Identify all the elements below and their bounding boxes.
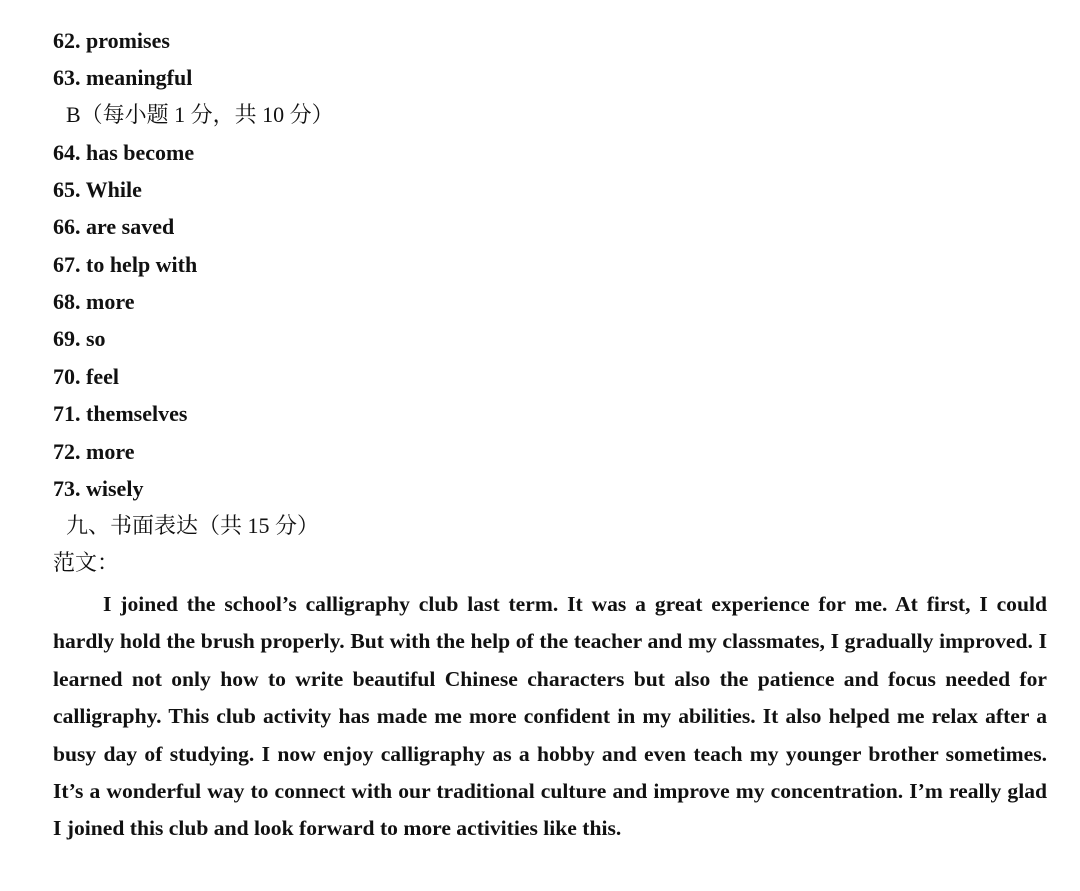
sample-essay-label: 范文： bbox=[53, 550, 120, 575]
answer-number: 67. bbox=[53, 252, 81, 277]
answer-62 bbox=[53, 27, 170, 55]
answer-text: has become bbox=[86, 140, 195, 165]
answer-71 bbox=[53, 400, 187, 428]
answer-text: feel bbox=[86, 364, 119, 389]
answer-number: 68. bbox=[53, 289, 81, 314]
answer-number: 66. bbox=[53, 214, 81, 239]
answer-number: 71. bbox=[53, 401, 81, 426]
answer-number: 73. bbox=[53, 476, 81, 501]
answer-66 bbox=[53, 213, 174, 241]
answer-73 bbox=[53, 475, 143, 503]
answer-number: 69. bbox=[53, 326, 81, 351]
answer-number: 65. bbox=[53, 177, 81, 202]
section-9-heading: 九、书面表达（共 15 分） bbox=[66, 513, 320, 538]
sample-essay: I joined the school’s calligraphy club last term. It was a great experience for me. At first, I could hardly hold the brush properly. But with the help of the teacher and my classmates, I gradually improved. I learned not only how to write beautiful Chinese characters but also the patience and focus needed for calligraphy. This club activity has made me more confident in my abilities. It also helped me relax after a busy day of studying. I now enjoy calligraphy as a hobby and even teach my younger brother sometimes. It’s a wonderful way to connect with our traditional culture and improve my concentration. I’m really glad I joined this club and look forward to more activities like this. bbox=[53, 592, 1047, 841]
answer-number: 70. bbox=[53, 364, 81, 389]
answer-text: so bbox=[86, 326, 106, 351]
answer-number: 62. bbox=[53, 28, 81, 53]
answer-number: 64. bbox=[53, 140, 81, 165]
answer-number: 72. bbox=[53, 439, 81, 464]
answer-68 bbox=[53, 288, 134, 316]
answer-text: more bbox=[86, 439, 135, 464]
answer-text: meaningful bbox=[86, 65, 193, 90]
answer-72 bbox=[53, 438, 134, 466]
answer-63 bbox=[53, 64, 192, 92]
answer-text: promises bbox=[86, 28, 170, 53]
answer-number: 63. bbox=[53, 65, 81, 90]
section-b-heading: B（每小题 1 分，共 10 分） bbox=[66, 102, 334, 127]
answer-text: are saved bbox=[86, 214, 175, 239]
answer-text: While bbox=[85, 177, 142, 202]
answer-69 bbox=[53, 325, 106, 353]
answer-text: wisely bbox=[86, 476, 144, 501]
answer-67 bbox=[53, 251, 197, 279]
answer-text: themselves bbox=[86, 401, 188, 426]
answer-text: more bbox=[86, 289, 135, 314]
answer-text: to help with bbox=[86, 252, 198, 277]
answer-70 bbox=[53, 363, 119, 391]
answer-64 bbox=[53, 139, 194, 167]
answer-65 bbox=[53, 176, 142, 204]
